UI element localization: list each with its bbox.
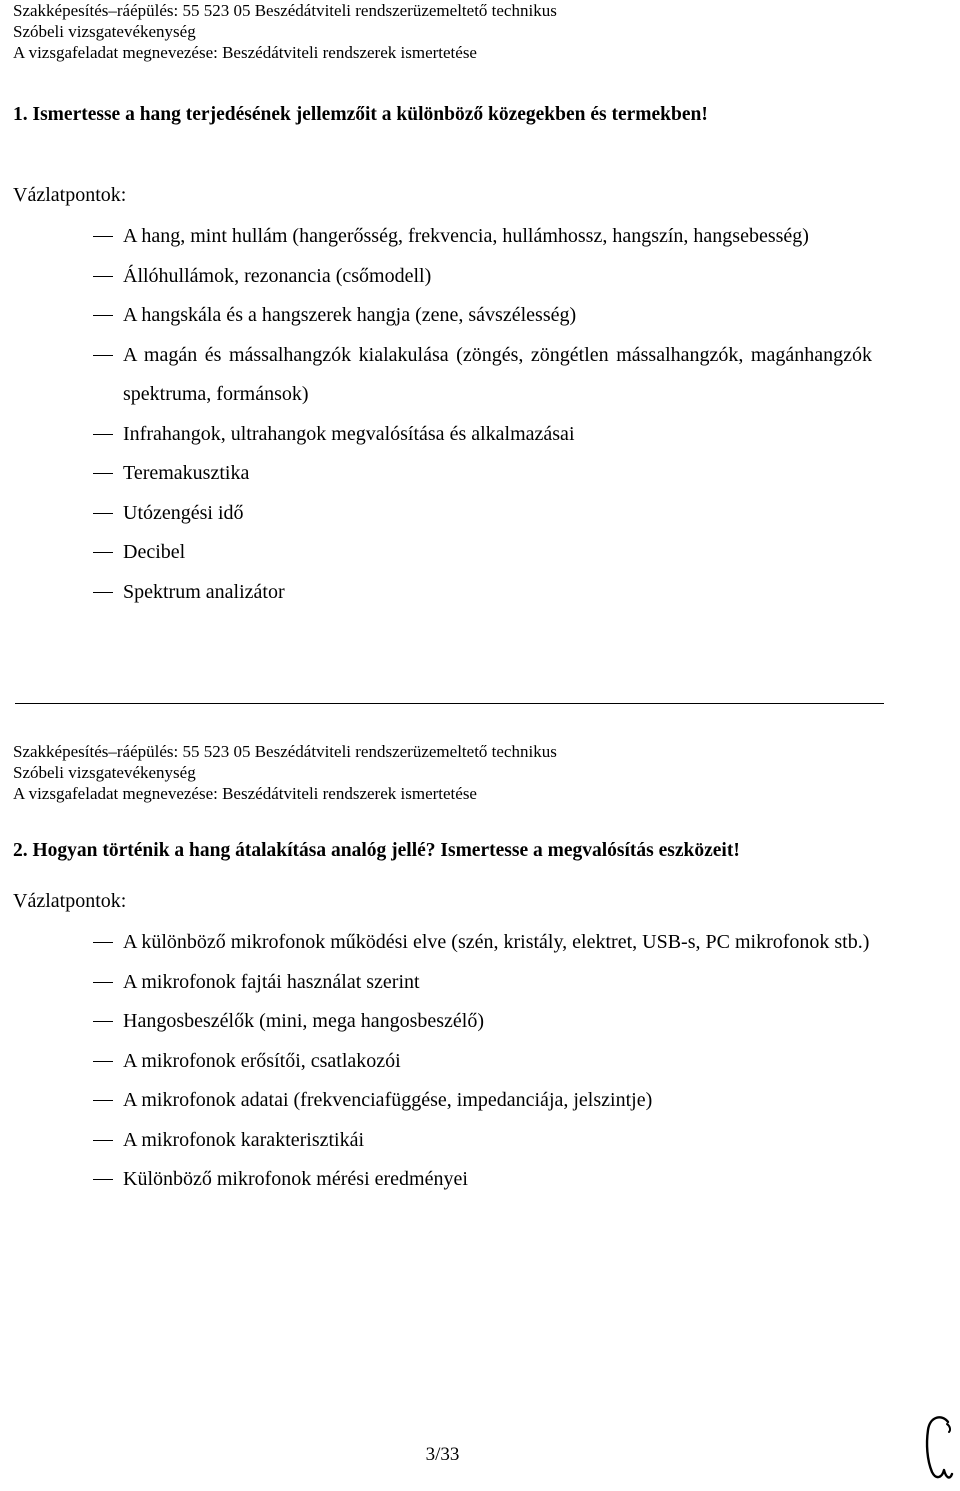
header-exam-activity: Szóbeli vizsgatevékenység [13,22,196,41]
dash-bullet-icon [93,1140,113,1141]
handwritten-signature-icon [922,1412,956,1484]
header-task-name: A vizsgafeladat megnevezése: Beszédátviteli rendszerek ismertetése [13,43,477,62]
list-item: A mikrofonok karakterisztikái [123,1121,872,1161]
list-item: Különböző mikrofonok mérési eredményei [123,1160,872,1200]
list-item: Decibel [123,533,872,573]
outline-label-2: Vázlatpontok: [13,890,127,912]
outline-label-1: Vázlatpontok: [13,184,127,206]
page-header-repeat [13,741,557,804]
dash-bullet-icon [93,1100,113,1101]
list-item: A mikrofonok fajtái használat szerint [123,963,872,1003]
list-item: A hang, mint hullám (hangerősség, frekvencia, hullámhossz, hangszín, hangsebesség) [123,217,872,257]
list-item: Utózengési idő [123,494,872,534]
dash-bullet-icon [93,942,113,943]
section-divider [15,703,884,704]
dash-bullet-icon [93,1061,113,1062]
dash-bullet-icon [93,982,113,983]
outline-list-1 [0,217,872,612]
list-item: Hangosbeszélők (mini, mega hangosbeszélő) [123,1002,872,1042]
header-task-name: A vizsgafeladat megnevezése: Beszédátviteli rendszerek ismertetése [13,784,477,803]
list-item: Állóhullámok, rezonancia (csőmodell) [123,257,872,297]
list-item: A magán és mássalhangzók kialakulása (zöngés, zöngétlen mássalhangzók, magánhangzók spektruma, formánsok) [123,336,872,415]
list-item: Spektrum analizátor [123,573,872,613]
header-qualification: Szakképesítés–ráépülés: 55 523 05 Beszédátviteli rendszerüzemeltető technikus [13,1,557,20]
list-item: Teremakusztika [123,454,872,494]
question-2-title: 2. Hogyan történik a hang átalakítása analóg jellé? Ismertesse a megvalósítás eszközeit! [13,840,740,861]
list-item: A mikrofonok erősítői, csatlakozói [123,1042,872,1082]
dash-bullet-icon [93,513,113,514]
dash-bullet-icon [93,1021,113,1022]
dash-bullet-icon [93,434,113,435]
list-item: A mikrofonok adatai (frekvenciafüggése, impedanciája, jelszintje) [123,1081,872,1121]
page-number: 3/33 [425,1444,460,1465]
page-header-top [13,0,557,63]
dash-bullet-icon [93,473,113,474]
dash-bullet-icon [93,276,113,277]
outline-list-2 [0,923,872,1200]
dash-bullet-icon [93,236,113,237]
dash-bullet-icon [93,552,113,553]
header-exam-activity: Szóbeli vizsgatevékenység [13,763,196,782]
list-item: Infrahangok, ultrahangok megvalósítása és alkalmazásai [123,415,872,455]
list-item: A hangskála és a hangszerek hangja (zene, sávszélesség) [123,296,872,336]
dash-bullet-icon [93,592,113,593]
dash-bullet-icon [93,315,113,316]
header-qualification: Szakképesítés–ráépülés: 55 523 05 Beszédátviteli rendszerüzemeltető technikus [13,742,557,761]
dash-bullet-icon [93,1179,113,1180]
list-item: A különböző mikrofonok működési elve (szén, kristály, elektret, USB-s, PC mikrofonok stb.) [123,923,872,963]
dash-bullet-icon [93,355,113,356]
question-1-title: 1. Ismertesse a hang terjedésének jellemzőit a különböző közegekben és termekben! [13,104,708,125]
